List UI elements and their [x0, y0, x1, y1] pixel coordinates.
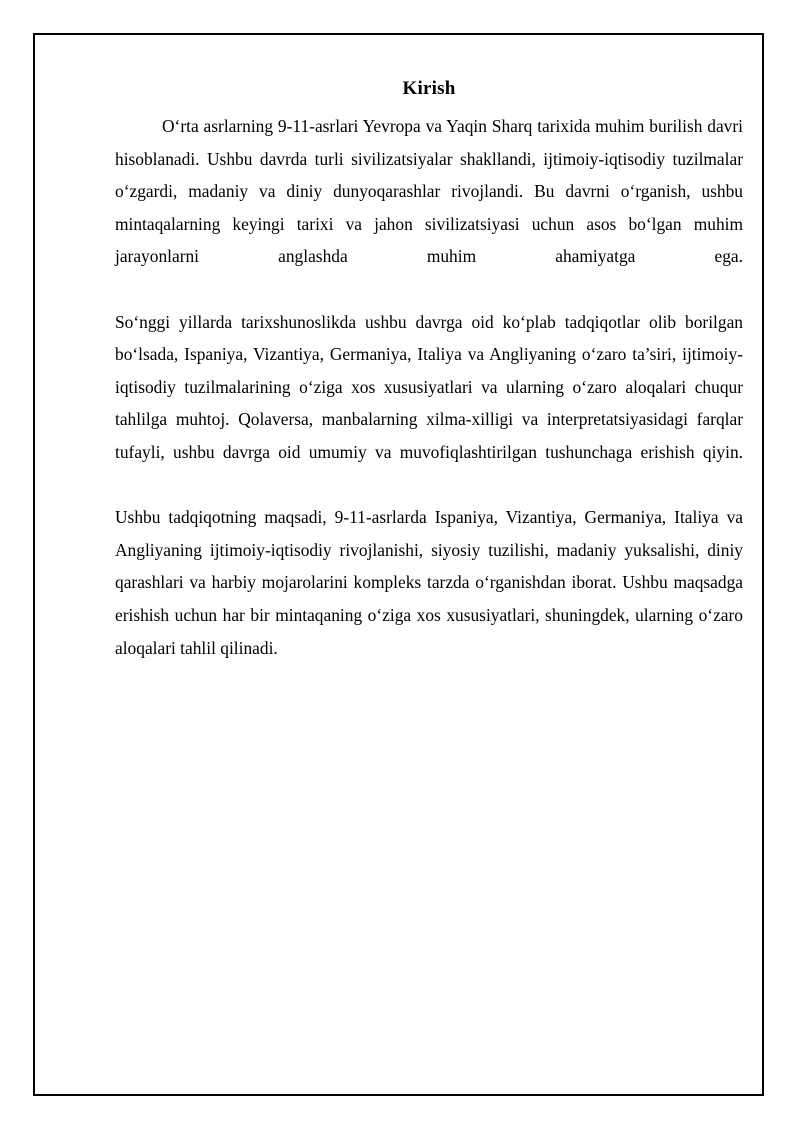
paragraph-intro: O‘rta asrlarning 9-11-asrlari Yevropa va Yaqin Sharq tarixida muhim burilish davri hisoblanadi. Ushbu davrda turli sivilizatsiyalar shakllandi, ijtimoiy-iqtisodiy tuzilmalar o‘zgardi, madaniy va diniy dunyoqarashlar rivojlandi. Bu davrni o‘rganish, ushbu mintaqalarning keyingi tarixi va jahon sivilizatsiyasi uchun asos bo‘lgan muhim jarayonlarni anglashda muhim ahamiyatga ega.	[115, 116, 743, 267]
document-body	[115, 72, 743, 664]
paragraph-spacer	[115, 469, 743, 502]
paragraph-research-gap: So‘nggi yillarda tarixshunoslikda ushbu davrga oid ko‘plab tadqiqotlar olib borilgan bo‘lsada, Ispaniya, Vizantiya, Germaniya, Italiya va Angliyaning o‘zaro ta’siri, ijtimoiy-iqtisodiy tuzilmalarining o‘ziga xos xususiyatlari va ularning o‘zaro aloqalari chuqur tahlilga muhtoj. Qolaversa, manbalarning xilma-xilligi va interpretatsiyasidagi farqlar tufayli, ushbu davrga oid umumiy va muvofiqlashtirilgan tushunchaga erishish qiyin.	[115, 311, 743, 462]
document-title: Kirish	[402, 78, 456, 99]
paragraph-research-aim: Ushbu tadqiqotning maqsadi, 9-11-asrlarda Ispaniya, Vizantiya, Germaniya, Italiya va Angliyaning ijtimoiy-iqtisodiy rivojlanishi, siyosiy tuzilishi, madaniy yuksalishi, diniy qarashlari va harbiy mojarolarini kompleks tarzda o‘rganishdan iborat. Ushbu maqsadga erishish uchun har bir mintaqaning o‘ziga xos xususiyatlari, shuningdek, ularning o‘zaro aloqalari tahlil qilinadi.	[115, 507, 743, 658]
paragraph-spacer	[115, 273, 743, 306]
